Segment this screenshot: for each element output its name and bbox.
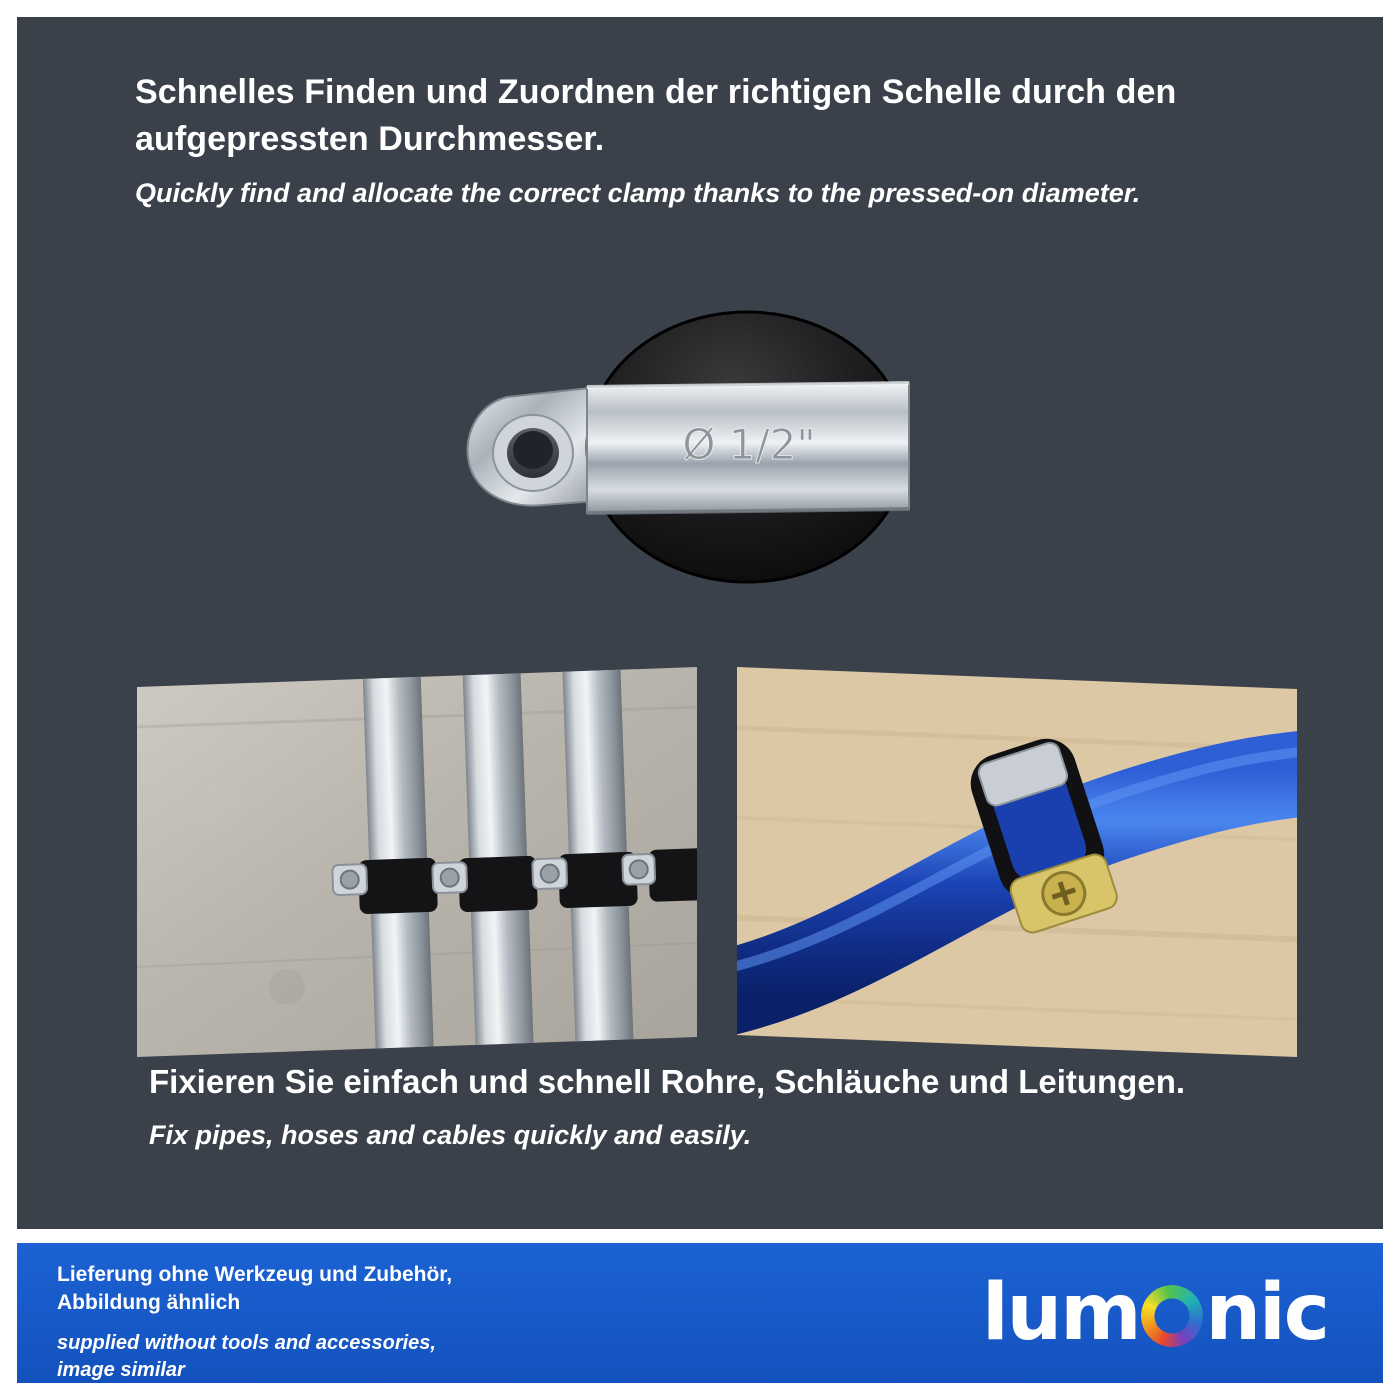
clamp-illustration xyxy=(447,287,1007,607)
footer-german-line1: Lieferung ohne Werkzeug und Zubehör, xyxy=(57,1263,453,1286)
pipes-photo-illustration xyxy=(137,667,697,1057)
brand-logo-text xyxy=(981,1268,1328,1358)
hero-clamp-image xyxy=(447,287,1007,607)
rainbow-o-icon xyxy=(1141,1285,1203,1347)
application-photos xyxy=(137,667,1297,1057)
brand-logo-part1: lum xyxy=(981,1268,1140,1358)
photo-blue-hose-on-wood xyxy=(737,667,1297,1057)
headline-german: Schnelles Finden und Zuordnen der richtigen Schelle durch den aufgepressten Durchmesser. xyxy=(135,73,1177,158)
headline-block xyxy=(135,69,1315,213)
footer-english-line1: supplied without tools and accessories, xyxy=(57,1331,436,1354)
headline-english: Quickly find and allocate the correct clamp thanks to the pressed-on diameter. xyxy=(135,177,1141,208)
hose-photo-illustration xyxy=(737,667,1297,1057)
dark-content-panel xyxy=(17,17,1383,1229)
photo-pipes-on-concrete-wall xyxy=(137,667,697,1057)
caption-block xyxy=(149,1061,1349,1153)
footer-english-line2: image similar xyxy=(57,1358,185,1381)
brand-logo-part2: nic xyxy=(1205,1268,1328,1358)
footer-german-line2: Abbildung ähnlich xyxy=(57,1291,241,1315)
brand-logo xyxy=(982,1267,1328,1359)
footer-bar xyxy=(17,1243,1383,1383)
footer-disclaimer xyxy=(57,1261,757,1384)
stamped-diameter-label: Ø 1/2" xyxy=(682,420,816,469)
caption-english: Fix pipes, hoses and cables quickly and easily. xyxy=(149,1119,752,1150)
caption-german: Fixieren Sie einfach und schnell Rohre, Schläuche und Leitungen. xyxy=(149,1063,1186,1100)
